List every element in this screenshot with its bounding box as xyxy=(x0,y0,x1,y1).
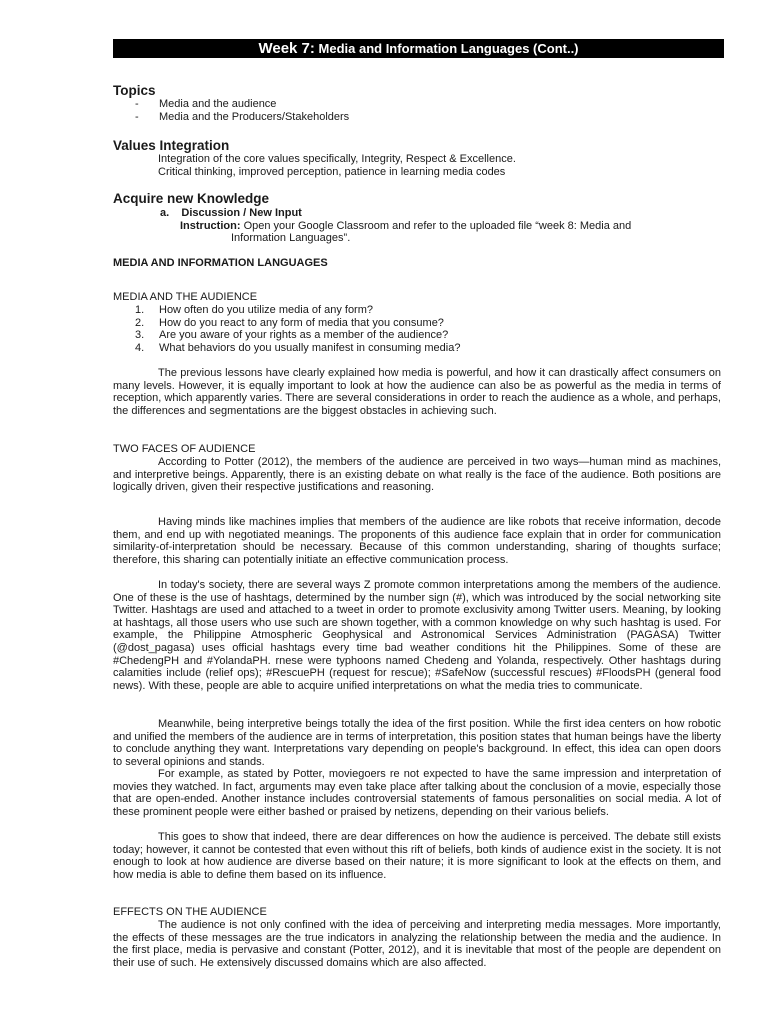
week-title-bar xyxy=(113,39,724,58)
audience-heading: MEDIA AND THE AUDIENCE xyxy=(113,291,258,303)
acquire-heading: Acquire new Knowledge xyxy=(113,191,270,206)
question-item: 1. How often do you utilize media of any form? xyxy=(135,304,374,316)
values-lines xyxy=(158,153,718,178)
instruction-line-2: Information Languages”. xyxy=(231,232,351,244)
acquire-block xyxy=(160,207,720,245)
discussion-item: a. Discussion / New Input xyxy=(160,207,302,219)
values-line: Critical thinking, improved perception, patience in learning media codes xyxy=(158,165,506,178)
instruction-line: Instruction: Open your Google Classroom and refer to the uploaded file “week 8: Media and xyxy=(180,219,632,232)
week-title: Media and Information Languages (Cont..) xyxy=(318,41,579,56)
two-faces-p5: For example, as stated by Potter, moviegoers re not expected to have the same impression and interpretation of movies they watched. In fact, arguments may even take place after talking about the conclusion of a movie, especially those that are open-ended. Another instance includes controversial statements of famous personalities on social media. A lot of these prominent people were either bashed or praised by netizens, depending on their various beliefs. xyxy=(113,768,721,818)
two-faces-p4: Meanwhile, being interpretive beings totally the idea of the first position. While the first idea centers on how robotic and unified the members of the audience are in terms of interpretation, this position states that human beings have the liberty to conclude anything they want. Interpretations vary depending on people's background. In effect, this idea can open doors to several opinions and stands. xyxy=(113,718,721,768)
values-heading: Values Integration xyxy=(113,138,230,153)
topic-item: - Media and the Producers/Stakeholders xyxy=(135,110,350,123)
two-faces-p2: Having minds like machines implies that members of the audience are like robots that receive information, decode them, and end up with negotiated meanings. The proponents of this audience face explain that in order for communication similarity-of-interpretation should be necessary. Because of this common understanding, sharing of thoughts surface; therefore, this sharing can potentially initiate an effective communication process. xyxy=(113,516,721,566)
two-faces-p3: In today's society, there are several ways Z promote common interpretations among the members of the audience. One of these is the use of hashtags, determined by the number sign (#), which was introduced by the social networking site Twitter. Hashtags are used and attached to a tweet in order to promote exclusivity among Twitter users. Meaning, by looking at hashtags, all those users who use such are shown together, with a common knowledge on why such hashtag is used. For example, the Philippine Atmospheric Geophysical and Astronomical Services Administration (PAGASA) Twitter (@dost_pagasa) uses official hashtags every time bad weather conditions hit the Philippines. Some of these are #ChedengPH and #YolandaPH. rnese were typhoons named Chedeng and Yolanda, respectively. Other hashtags during calamities include (relief ops); #RescuePH (request for rescue); #SafeNow (successful rescues) #FloodsPH (general food news). With these, people are able to acquire unified interpretations on what the media tries to communicate. xyxy=(113,579,721,692)
two-faces-p1: According to Potter (2012), the members of the audience are perceived in two ways—human mind as machines, and interpretive beings. Apparently, there is an existing debate on what really is the face of the audience. Both positions are logically driven, given their respective justifications and reasoning. xyxy=(113,456,721,494)
topics-list xyxy=(113,98,721,123)
audience-questions xyxy=(113,304,721,354)
question-item: 4. What behaviors do you usually manifest in consuming media? xyxy=(135,341,461,354)
effects-p1: The audience is not only confined with the idea of perceiving and interpreting media messages. More importantly, the effects of these messages are the true indicators in analyzing the relationship between the media and the audience. In the first place, media is pervasive and constant (Potter, 2012), and it is inevitable that most of the people are dependent on their use of such. He extensively discussed domains which are also affected. xyxy=(113,919,721,969)
week-label: Week 7: xyxy=(258,40,315,57)
topics-heading: Topics xyxy=(113,83,156,98)
two-faces-heading: TWO FACES OF AUDIENCE xyxy=(113,443,256,455)
effects-heading: EFFECTS ON THE AUDIENCE xyxy=(113,906,267,918)
audience-paragraph: The previous lessons have clearly explained how media is powerful, and how it can drastically affect consumers on many levels. However, it is equally important to look at how the audience can also be as powerful as the media in terms of reception, which apparently varies. There are several considerations in order to reach the audience as a whole, and perhaps, the differences and segmentations are the biggest obstacles in achieving such. xyxy=(113,367,721,417)
values-line: Integration of the core values specifically, Integrity, Respect & Excellence. xyxy=(158,153,516,165)
question-item: 3. Are you aware of your rights as a member of the audience? xyxy=(135,329,449,341)
section-title: MEDIA AND INFORMATION LANGUAGES xyxy=(113,257,328,269)
question-item: 2. How do you react to any form of media that you consume? xyxy=(135,316,444,329)
two-faces-p6: This goes to show that indeed, there are dear differences on how the audience is perceived. The debate still exists today; however, it cannot be contested that even without this rift of beliefs, both kinds of audience exist in the society. It is not enough to look at how audience are diverse based on their nature; it is more significant to look at the effects on them, and how media is able to define them based on its influence. xyxy=(113,831,721,881)
topic-item: - Media and the audience xyxy=(135,98,277,110)
